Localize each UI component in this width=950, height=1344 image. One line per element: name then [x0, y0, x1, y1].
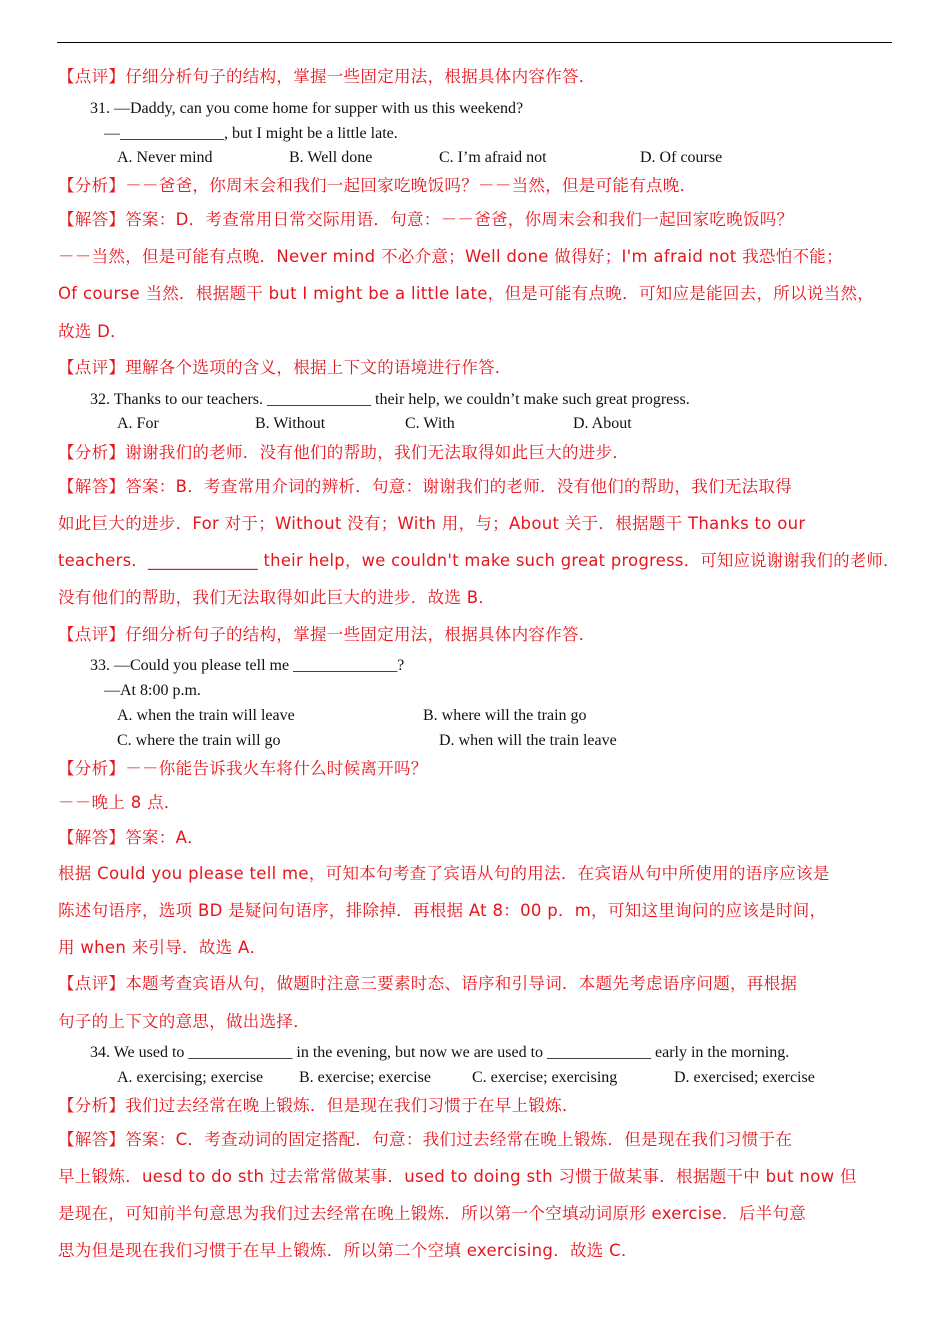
- q31-option-a: A. Never mind: [117, 149, 213, 166]
- q33-option-c: C. where the train will go: [117, 732, 281, 749]
- q34-option-a: A. exercising; exercise: [117, 1069, 264, 1086]
- q33-stem-reply: —At 8:00 p.m.: [104, 682, 201, 699]
- q33-answer-line-3: 用 when 来引导．故选 A．: [58, 938, 267, 957]
- q34-option-d: D. exercised; exercise: [674, 1069, 815, 1086]
- q34-option-b: B. exercise; exercise: [299, 1069, 431, 1086]
- q31-option-d: D. Of course: [640, 149, 723, 166]
- q34-option-c: C. exercise; exercising: [472, 1069, 618, 1086]
- header-rule: [57, 42, 892, 43]
- q33-answer-head: 【解答】答案：A．: [58, 828, 204, 847]
- q31-stem: 31. —Daddy, can you come home for supper with us this weekend?: [90, 100, 524, 117]
- q31-option-b: B. Well done: [289, 149, 373, 166]
- q32-comment: 【点评】仔细分析句子的结构，掌握一些固定用法，根据具体内容作答．: [58, 625, 596, 644]
- q33-comment-line-1: 【点评】本题考查宾语从句，做题时注意三要素时态、语序和引导词．本题先考虑语序问题，再根据: [58, 974, 798, 993]
- q34-answer-line-1: 【解答】答案：C．考查动词的固定搭配．句意：我们过去经常在晚上锻炼．但是现在我们习惯于在: [58, 1130, 793, 1149]
- q31-comment: 【点评】理解各个选项的含义，根据上下文的语境进行作答．: [58, 358, 512, 377]
- q33-analysis: 【分析】－－你能告诉我火车将什么时候离开吗？: [58, 759, 428, 778]
- q33-comment-line-2: 句子的上下文的意思，做出选择．: [58, 1012, 310, 1031]
- q32-answer-line-3: teachers．_____________ their help，we couldn't make such great progress．可知应说谢谢我们的老师．: [58, 551, 900, 570]
- q34-stem: 34. We used to _____________ in the evening, but now we are used to _____________ early in the morning.: [90, 1044, 790, 1061]
- q33-option-b: B. where will the train go: [423, 707, 587, 724]
- q33-analysis-line-2: －－晚上 8 点．: [58, 793, 181, 812]
- comment-prev: 【点评】仔细分析句子的结构，掌握一些固定用法，根据具体内容作答．: [58, 67, 596, 86]
- q32-answer-line-4: 没有他们的帮助，我们无法取得如此巨大的进步．故选 B．: [58, 588, 496, 607]
- q34-analysis: 【分析】我们过去经常在晚上锻炼．但是现在我们习惯于在早上锻炼．: [58, 1096, 579, 1115]
- q31-answer-line-1: 【解答】答案：D．考查常用日常交际用语．句意：－－爸爸，你周末会和我们一起回家吃晚饭吗？: [58, 210, 794, 229]
- q32-option-a: A. For: [117, 415, 159, 432]
- q31-analysis: 【分析】－－爸爸，你周末会和我们一起回家吃晚饭吗？－－当然，但是可能有点晚．: [58, 176, 697, 195]
- q34-answer-line-2: 早上锻炼．uesd to do sth 过去常常做某事．used to doing sth 习惯于做某事．根据题干中 but now 但: [58, 1167, 857, 1186]
- q32-analysis: 【分析】谢谢我们的老师．没有他们的帮助，我们无法取得如此巨大的进步．: [58, 443, 630, 462]
- q33-answer-line-1: 根据 Could you please tell me，可知本句考查了宾语从句的用法．在宾语从句中所使用的语序应该是: [58, 864, 830, 883]
- q32-option-d: D. About: [573, 415, 632, 432]
- q32-answer-line-1: 【解答】答案：B．考查常用介词的辨析．句意：谢谢我们的老师．没有他们的帮助，我们无法取得: [58, 477, 793, 496]
- q33-stem: 33. —Could you please tell me _____________?: [90, 657, 405, 674]
- q32-stem: 32. Thanks to our teachers. _____________ their help, we couldn’t make such great progress.: [90, 391, 690, 408]
- q31-answer-line-3: Of course 当然．根据题干 but I might be a little late，但是可能有点晚．可知应是能回去，所以说当然，: [58, 284, 875, 303]
- q31-stem-reply: —_____________, but I might be a little late.: [104, 125, 398, 142]
- q33-option-a: A. when the train will leave: [117, 707, 295, 724]
- q32-answer-line-2: 如此巨大的进步．For 对于；Without 没有；With 用，与；About 关于．根据题干 Thanks to our: [58, 514, 806, 533]
- q33-answer-line-2: 陈述句语序，选项 BD 是疑问句语序，排除掉．再根据 At 8：00 p．m，可知这里询问的应该是时间，: [58, 901, 827, 920]
- q31-option-c: C. I’m afraid not: [439, 149, 547, 166]
- q31-answer-line-4: 故选 D．: [58, 322, 127, 341]
- q32-option-c: C. With: [405, 415, 455, 432]
- q32-option-b: B. Without: [255, 415, 326, 432]
- q31-answer-line-2: －－当然，但是可能有点晚．Never mind 不必介意；Well done 做得好；I'm afraid not 我恐怕不能；: [58, 247, 843, 266]
- q34-answer-line-3: 是现在，可知前半句意思为我们过去经常在晚上锻炼．所以第一个空填动词原形 exercise．后半句意: [58, 1204, 807, 1223]
- q34-answer-line-4: 思为但是现在我们习惯于在早上锻炼．所以第二个空填 exercising．故选 C．: [58, 1241, 638, 1260]
- q33-option-d: D. when will the train leave: [439, 732, 617, 749]
